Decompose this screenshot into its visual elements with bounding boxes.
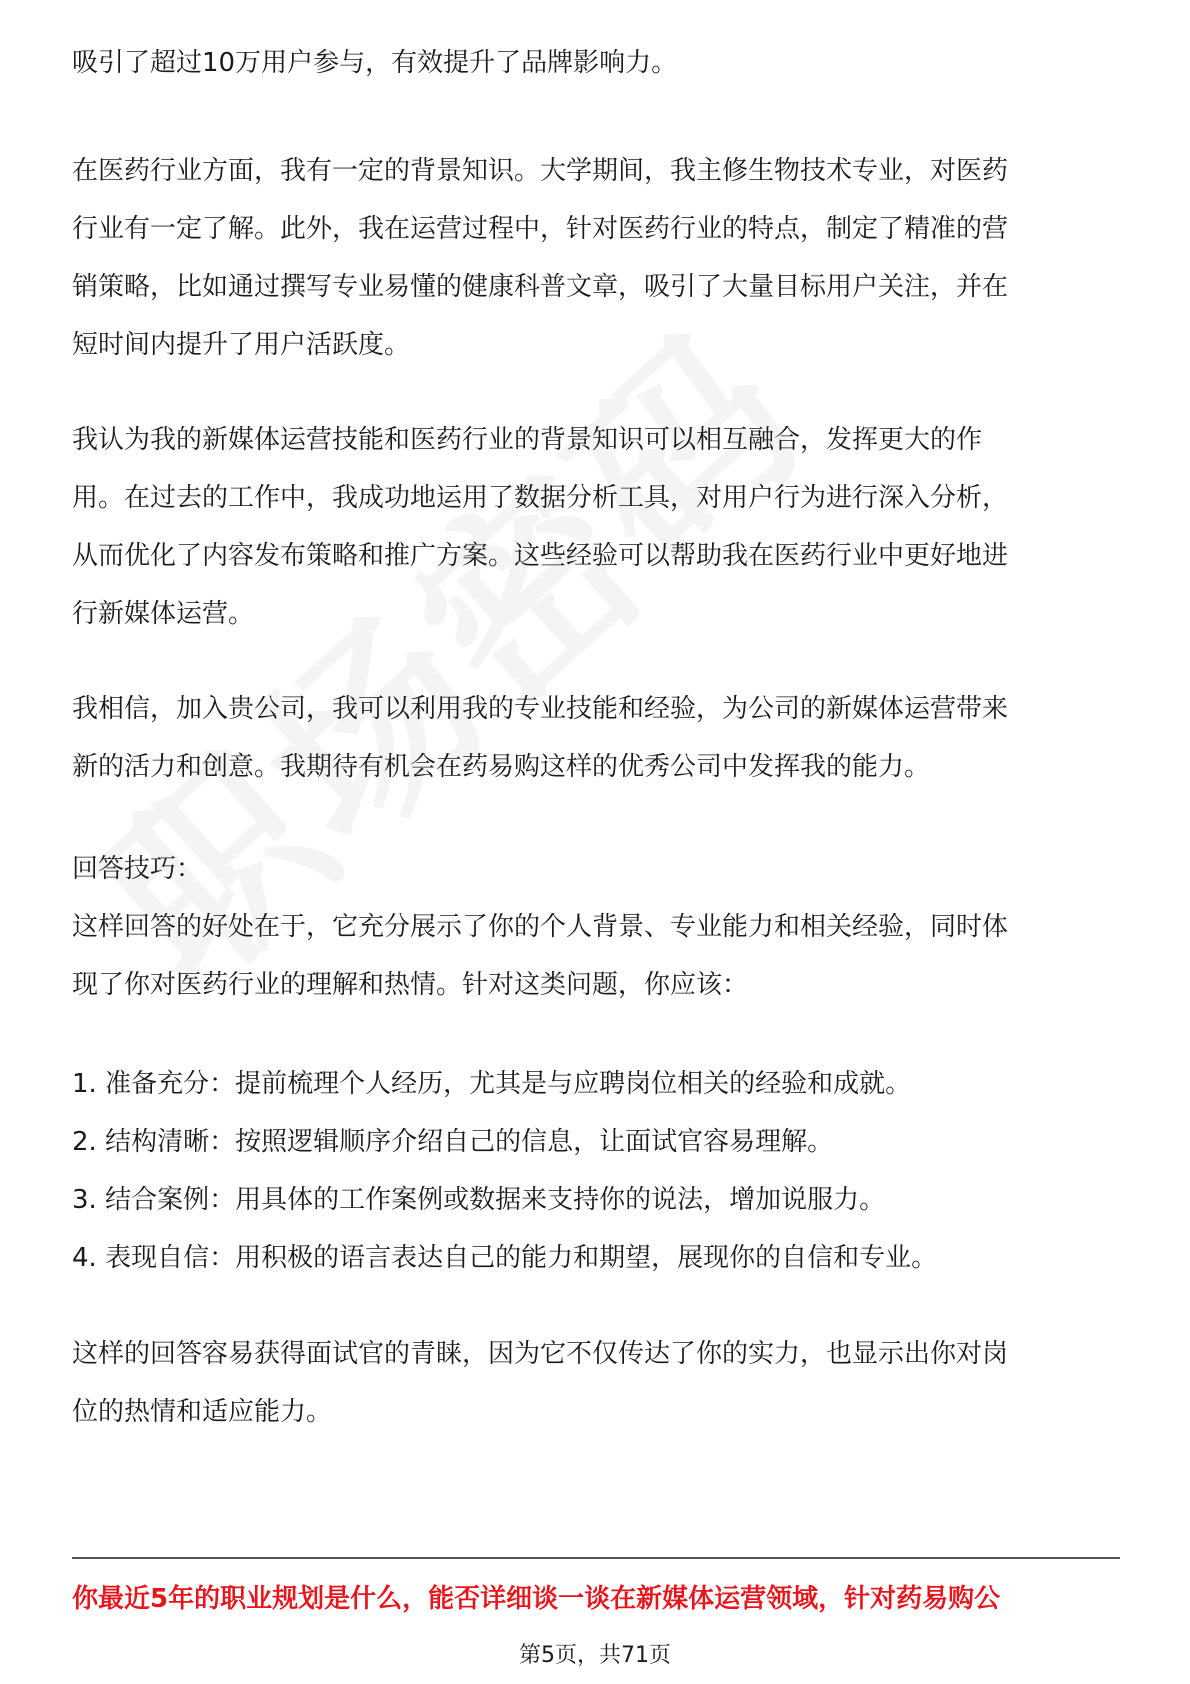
paragraph	[72, 411, 1122, 643]
text-line: 现了你对医药行业的理解和热情。针对这类问题，你应该：	[72, 970, 749, 1000]
text-line: 从而优化了内容发布策略和推广方案。这些经验可以帮助我在医药行业中更好地进	[72, 541, 1009, 571]
text-line: 这样的回答容易获得面试官的青睐，因为它不仅传达了你的实力，也显示出你对岗	[72, 1339, 1009, 1369]
paragraph	[72, 142, 1122, 374]
tips-section	[72, 840, 1122, 1014]
section-divider	[72, 1557, 1120, 1559]
paragraph	[72, 34, 1122, 92]
text-line: 我认为我的新媒体运营技能和医药行业的背景知识可以相互融合，发挥更大的作	[72, 425, 983, 455]
text-line: 短时间内提升了用户活跃度。	[72, 330, 411, 360]
list-item: 1. 准备充分：提前梳理个人经历，尤其是与应聘岗位相关的经验和成就。	[72, 1069, 912, 1099]
paragraph	[72, 680, 1122, 796]
tips-heading: 回答技巧：	[72, 854, 203, 884]
text-line: 我相信，加入贵公司，我可以利用我的专业技能和经验，为公司的新媒体运营带来	[72, 694, 1009, 724]
list-item: 3. 结合案例：用具体的工作案例或数据来支持你的说法，增加说服力。	[72, 1185, 886, 1215]
paragraph	[72, 1325, 1122, 1441]
text-line: 新的活力和创意。我期待有机会在药易购这样的优秀公司中发挥我的能力。	[72, 752, 931, 782]
text-line: 行新媒体运营。	[72, 599, 255, 629]
text-line: 行业有一定了解。此外，我在运营过程中，针对医药行业的特点，制定了精准的营	[72, 214, 1009, 244]
tips-list	[72, 1055, 1122, 1287]
page-number: 第5页，共71页	[519, 1643, 671, 1668]
list-item: 2. 结构清晰：按照逻辑顺序介绍自己的信息，让面试官容易理解。	[72, 1127, 834, 1157]
next-question-heading: 你最近5年的职业规划是什么，能否详细谈一谈在新媒体运营领域，针对药易购公	[72, 1584, 1001, 1614]
text-line: 在医药行业方面，我有一定的背景知识。大学期间，我主修生物技术专业，对医药	[72, 156, 1009, 186]
text-line: 销策略，比如通过撰写专业易懂的健康科普文章，吸引了大量目标用户关注，并在	[72, 272, 1009, 302]
list-item: 4. 表现自信：用积极的语言表达自己的能力和期望，展现你的自信和专业。	[72, 1243, 938, 1273]
text-line: 位的热情和适应能力。	[72, 1397, 333, 1427]
text-line: 用。在过去的工作中，我成功地运用了数据分析工具，对用户行为进行深入分析，	[72, 483, 1009, 513]
text-line: 吸引了超过10万用户参与，有效提升了品牌影响力。	[72, 48, 678, 78]
text-line: 这样回答的好处在于，它充分展示了你的个人背景、专业能力和相关经验，同时体	[72, 912, 1009, 942]
